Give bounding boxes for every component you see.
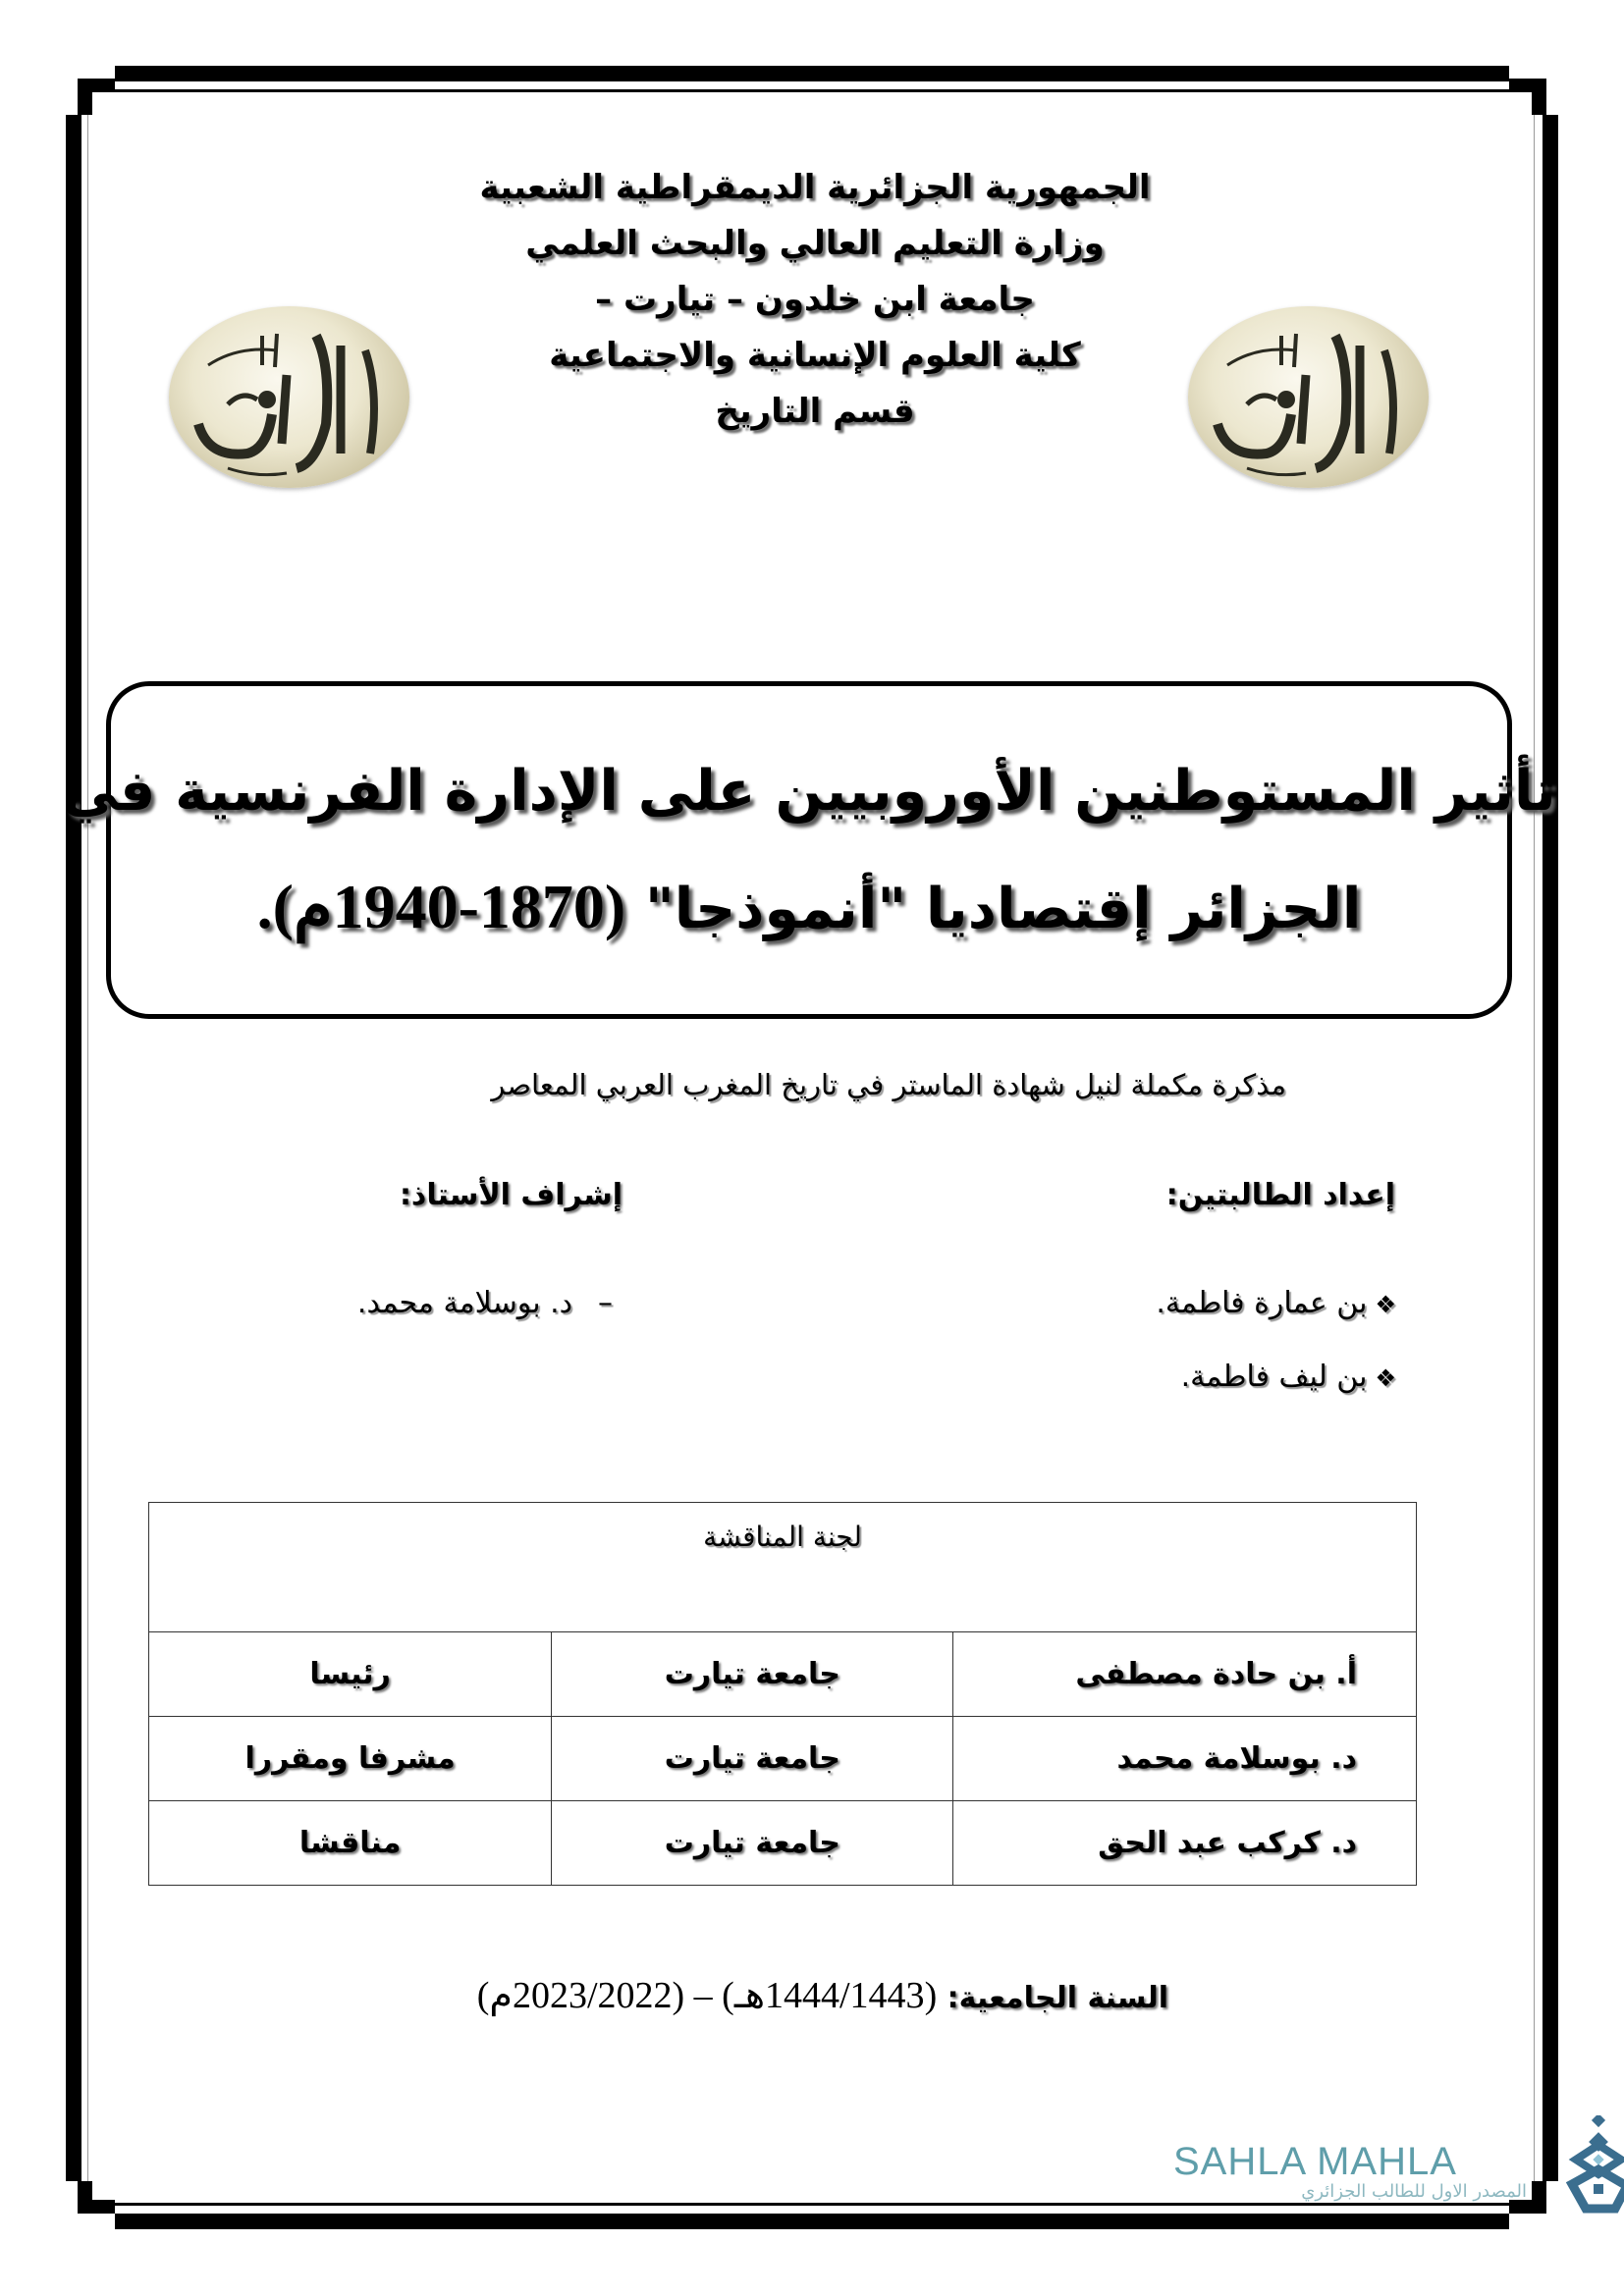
calligraphy-emblem-icon bbox=[169, 306, 409, 488]
frame-left-inner bbox=[87, 115, 88, 2181]
frame-top bbox=[115, 66, 1509, 81]
member-name: أ. بن حادة مصطفى bbox=[953, 1632, 1417, 1717]
frame-bottom-inner bbox=[115, 2203, 1509, 2206]
prepared-by-label: إعداد الطالبتين: bbox=[1165, 1178, 1395, 1212]
institution-header bbox=[412, 162, 1218, 442]
diamond-bullet-icon: ❖ bbox=[1375, 1364, 1396, 1392]
member-university: جامعة تيارت bbox=[552, 1801, 953, 1886]
diamond-bullet-icon: ❖ bbox=[1375, 1291, 1396, 1318]
frame-corner-bl bbox=[78, 2181, 92, 2214]
academic-year bbox=[373, 1973, 1168, 2017]
frame-top-inner bbox=[115, 89, 1509, 92]
frame-right-inner bbox=[1534, 115, 1535, 2181]
dash-bullet-icon: – bbox=[598, 1286, 613, 1320]
thesis-title-line-1: تأثير المستوطنين الأوروبيين على الإدارة الفرنسية في bbox=[62, 759, 1556, 824]
header-ministry: وزارة التعليم العالي والبحث العلمي bbox=[525, 224, 1105, 263]
student-item bbox=[1181, 1360, 1396, 1394]
committee-header-row bbox=[149, 1503, 1417, 1632]
frame-corner-tr bbox=[1532, 79, 1546, 115]
frame-right bbox=[1543, 115, 1558, 2181]
table-row bbox=[149, 1717, 1417, 1801]
academic-year-label: السنة الجامعية: bbox=[937, 1981, 1168, 2015]
frame-corner-tl bbox=[78, 79, 92, 115]
table-row bbox=[149, 1801, 1417, 1886]
university-logo-left bbox=[169, 306, 409, 488]
member-role: رئيسا bbox=[149, 1632, 552, 1717]
university-logo-right bbox=[1188, 306, 1429, 488]
committee-title: لجنة المناقشة bbox=[149, 1503, 1417, 1632]
student-name: بن ليف فاطمة. bbox=[1180, 1360, 1368, 1394]
member-university: جامعة تيارت bbox=[552, 1632, 953, 1717]
table-row bbox=[149, 1632, 1417, 1717]
thesis-title-line-2 bbox=[257, 849, 1362, 967]
sahla-mahla-logo-icon bbox=[1566, 2115, 1624, 2223]
header-republic: الجمهورية الجزائرية الديمقراطية الشعبية bbox=[479, 168, 1151, 207]
member-name: د. بوسلامة محمد bbox=[953, 1717, 1417, 1801]
student-item bbox=[1156, 1286, 1396, 1320]
thesis-title-line-2-text: الجزائر إقتصاديا "أنموذجا" bbox=[625, 877, 1362, 941]
thesis-title-years: (1870-1940م). bbox=[256, 872, 626, 941]
calligraphy-emblem-icon bbox=[1188, 306, 1429, 488]
member-university: جامعة تيارت bbox=[552, 1717, 953, 1801]
header-university: جامعة ابن خلدون – تيارت – bbox=[595, 280, 1035, 319]
committee-table bbox=[148, 1502, 1417, 1886]
frame-bottom bbox=[115, 2214, 1509, 2229]
header-department: قسم التاريخ bbox=[715, 392, 915, 431]
watermark-subtitle: المصدر الاول للطالب الجزائري bbox=[1301, 2181, 1527, 2202]
member-role: مشرفا ومقررا bbox=[149, 1717, 552, 1801]
thesis-title-box bbox=[62, 681, 1556, 1019]
academic-year-value: (1444/1443هـ) – (2023/2022م) bbox=[476, 1975, 938, 2016]
supervisor-name: د. بوسلامة محمد. bbox=[356, 1286, 572, 1320]
frame-left bbox=[66, 115, 81, 2181]
watermark-title: SAHLA MAHLA bbox=[1173, 2140, 1457, 2183]
header-faculty: كلية العلوم الإنسانية والاجتماعية bbox=[549, 336, 1081, 375]
sahla-mahla-watermark bbox=[1173, 2142, 1586, 2203]
student-name: بن عمارة فاطمة. bbox=[1156, 1286, 1368, 1320]
member-name: د. كركب عبد الحق bbox=[953, 1801, 1417, 1886]
supervision-label: إشراف الأستاذ: bbox=[399, 1178, 623, 1212]
member-role: مناقشا bbox=[149, 1801, 552, 1886]
thesis-subtitle: مذكرة مكملة لنيل شهادة الماستر في تاريخ المغرب العربي المعاصر bbox=[491, 1068, 1286, 1101]
supervisor-item bbox=[357, 1286, 613, 1320]
